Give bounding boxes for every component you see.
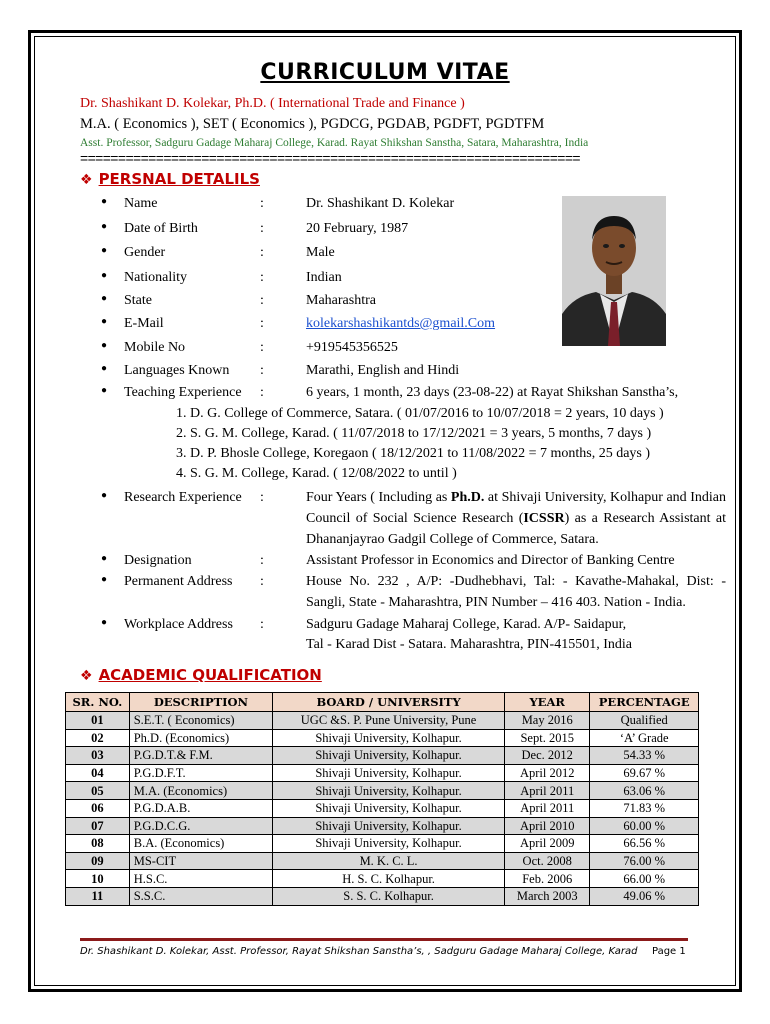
bullet-icon: ● — [101, 363, 108, 374]
sr-no-cell: 10 — [66, 870, 130, 888]
year-cell: April 2011 — [505, 782, 590, 800]
percentage-cell: 54.33 % — [590, 747, 699, 765]
detail-row-permanent-address: ● Permanent Address : — [101, 574, 264, 589]
sr-no-cell: 06 — [66, 799, 130, 817]
column-header: SR. NO. — [66, 693, 130, 712]
board-cell: UGC &S. P. Pune University, Pune — [273, 712, 505, 730]
description-cell: P.G.D.A.B. — [129, 799, 272, 817]
column-header: DESCRIPTION — [129, 693, 272, 712]
bullet-icon: ● — [101, 385, 108, 396]
name-line: Dr. Shashikant D. Kolekar, Ph.D. ( International Trade and Finance ) — [80, 96, 465, 111]
permanent-address-value: House No. 232 , A/P: -Dudhebhavi, Tal: - Kavathe-Mahakal, Dist: - Sangli, State - Maharashtra, PIN Number – 416 403. Nation - India. — [306, 574, 726, 610]
board-cell: M. K. C. L. — [273, 852, 505, 870]
board-cell: Shivaji University, Kolhapur. — [273, 782, 505, 800]
description-cell: MS-CIT — [129, 852, 272, 870]
description-cell: B.A. (Economics) — [129, 835, 272, 853]
table-row — [66, 799, 699, 817]
description-cell: P.G.D.F.T. — [129, 764, 272, 782]
sr-no-cell: 05 — [66, 782, 130, 800]
year-cell: Sept. 2015 — [505, 729, 590, 747]
bullet-icon: ● — [101, 316, 108, 327]
year-cell: Dec. 2012 — [505, 747, 590, 765]
percentage-cell: 66.56 % — [590, 835, 699, 853]
diamond-bullet-icon: ❖ — [80, 668, 93, 684]
percentage-cell: 60.00 % — [590, 817, 699, 835]
bullet-icon: ● — [101, 293, 108, 304]
year-cell: March 2003 — [505, 887, 590, 905]
sr-no-cell: 04 — [66, 764, 130, 782]
board-cell: Shivaji University, Kolhapur. — [273, 799, 505, 817]
year-cell: April 2009 — [505, 835, 590, 853]
table-row — [66, 852, 699, 870]
profile-photo — [562, 196, 666, 346]
table-row — [66, 870, 699, 888]
section-heading-personal: ❖ PERSNAL DETALILS — [80, 170, 260, 188]
description-cell: M.A. (Economics) — [129, 782, 272, 800]
detail-row-email: ● E-Mail : kolekarshashikantds@gmail.Com — [101, 316, 496, 331]
board-cell: Shivaji University, Kolhapur. — [273, 835, 505, 853]
bullet-icon: ● — [101, 196, 108, 207]
percentage-cell: Qualified — [590, 712, 699, 730]
workplace-address-line: Tal - Karad Dist - Satara. Maharashtra, PIN-415501, India — [306, 637, 632, 652]
percentage-cell: 71.83 % — [590, 799, 699, 817]
year-cell: April 2010 — [505, 817, 590, 835]
position-line: Asst. Professor, Sadguru Gadage Maharaj College, Karad. Rayat Shikshan Sanstha, Satara, Maharashtra, India — [80, 137, 589, 149]
year-cell: May 2016 — [505, 712, 590, 730]
percentage-cell: 76.00 % — [590, 852, 699, 870]
description-cell: H.S.C. — [129, 870, 272, 888]
detail-row-dob: ● Date of Birth : 20 February, 1987 — [101, 221, 409, 236]
footer-text: Dr. Shashikant D. Kolekar, Asst. Professor, Rayat Shikshan Sanstha’s, , Sadguru Gadage Maharaj College, Karad — [80, 946, 638, 957]
teaching-item: 3. D. P. Bhosle College, Koregaon ( 18/12/2021 to 11/08/2022 = 7 months, 25 days ) — [176, 446, 651, 461]
description-cell: P.G.D.T.& F.M. — [129, 747, 272, 765]
table-header-row — [66, 693, 699, 712]
separator-line: ================================================================== — [80, 150, 581, 166]
bullet-icon: ● — [101, 617, 108, 628]
bullet-icon: ● — [101, 574, 108, 585]
board-cell: S. S. C. Kolhapur. — [273, 887, 505, 905]
table-row — [66, 817, 699, 835]
bullet-icon: ● — [101, 221, 108, 232]
teaching-item: 1. D. G. College of Commerce, Satara. ( 01/07/2016 to 10/07/2018 = 2 years, 10 days ) — [176, 406, 664, 421]
detail-row-mobile: ● Mobile No : +919545356525 — [101, 340, 398, 355]
table-row — [66, 747, 699, 765]
detail-row-research: ● Research Experience : — [101, 490, 264, 505]
year-cell: April 2012 — [505, 764, 590, 782]
section-heading-academic: ❖ ACADEMIC QUALIFICATION — [80, 666, 322, 684]
sr-no-cell: 09 — [66, 852, 130, 870]
board-cell: Shivaji University, Kolhapur. — [273, 729, 505, 747]
footer-divider — [80, 938, 688, 941]
detail-row-workplace-address: ● Workplace Address : — [101, 617, 264, 632]
description-cell: S.E.T. ( Economics) — [129, 712, 272, 730]
percentage-cell: ‘A’ Grade — [590, 729, 699, 747]
description-cell: S.S.C. — [129, 887, 272, 905]
column-header: YEAR — [505, 693, 590, 712]
detail-row-teaching: ● Teaching Experience : 6 years, 1 month, 23 days (23-08-22) at Rayat Shikshan Sanstha’s, — [101, 385, 679, 400]
detail-row-state: ● State : Maharashtra — [101, 293, 376, 308]
teaching-item: 4. S. G. M. College, Karad. ( 12/08/2022 to until ) — [176, 466, 457, 481]
detail-row-languages: ● Languages Known : Marathi, English and Hindi — [101, 363, 460, 378]
percentage-cell: 69.67 % — [590, 764, 699, 782]
bullet-icon: ● — [101, 553, 108, 564]
percentage-cell: 63.06 % — [590, 782, 699, 800]
column-header: BOARD / UNIVERSITY — [273, 693, 505, 712]
year-cell: Oct. 2008 — [505, 852, 590, 870]
table-row — [66, 712, 699, 730]
table-row — [66, 835, 699, 853]
percentage-cell: 49.06 % — [590, 887, 699, 905]
email-link[interactable]: kolekarshashikantds@gmail.Com — [306, 316, 496, 331]
workplace-address-line: Sadguru Gadage Maharaj College, Karad. A/P- Saidapur, — [306, 617, 627, 632]
sr-no-cell: 08 — [66, 835, 130, 853]
table-row — [66, 764, 699, 782]
teaching-item: 2. S. G. M. College, Karad. ( 11/07/2018 to 17/12/2021 = 3 years, 5 months, 7 days ) — [176, 426, 652, 441]
sr-no-cell: 03 — [66, 747, 130, 765]
page-number: Page 1 — [652, 946, 686, 957]
description-cell: Ph.D. (Economics) — [129, 729, 272, 747]
column-header: PERCENTAGE — [590, 693, 699, 712]
diamond-bullet-icon: ❖ — [80, 172, 93, 188]
year-cell: Feb. 2006 — [505, 870, 590, 888]
table-row — [66, 887, 699, 905]
board-cell: Shivaji University, Kolhapur. — [273, 764, 505, 782]
detail-row-name: ● Name : Dr. Shashikant D. Kolekar — [101, 196, 455, 211]
percentage-cell: 66.00 % — [590, 870, 699, 888]
portrait-illustration — [562, 196, 666, 346]
board-cell: Shivaji University, Kolhapur. — [273, 817, 505, 835]
board-cell: Shivaji University, Kolhapur. — [273, 747, 505, 765]
bullet-icon: ● — [101, 270, 108, 281]
bullet-icon: ● — [101, 340, 108, 351]
description-cell: P.G.D.C.G. — [129, 817, 272, 835]
sr-no-cell: 07 — [66, 817, 130, 835]
degrees-line: M.A. ( Economics ), SET ( Economics ), PGDCG, PGDAB, PGDFT, PGDTFM — [80, 116, 545, 132]
sr-no-cell: 02 — [66, 729, 130, 747]
bullet-icon: ● — [101, 245, 108, 256]
table-row — [66, 782, 699, 800]
academic-qualification-table — [65, 692, 699, 906]
sr-no-cell: 01 — [66, 712, 130, 730]
document-title: CURRICULUM VITAE — [260, 60, 510, 85]
detail-row-nationality: ● Nationality : Indian — [101, 270, 342, 285]
board-cell: H. S. C. Kolhapur. — [273, 870, 505, 888]
table-row — [66, 729, 699, 747]
sr-no-cell: 11 — [66, 887, 130, 905]
year-cell: April 2011 — [505, 799, 590, 817]
detail-row-designation: ● Designation : Assistant Professor in Economics and Director of Banking Centre — [101, 553, 675, 568]
bullet-icon: ● — [101, 490, 108, 501]
detail-row-gender: ● Gender : Male — [101, 245, 335, 260]
research-value: Four Years ( Including as Ph.D. at Shivaji University, Kolhapur and Indian Council of Social Science Research (ICSSR) as a Research Assistant at Dhananjayrao Gadgil College of Commerce, Satara. — [306, 490, 727, 547]
